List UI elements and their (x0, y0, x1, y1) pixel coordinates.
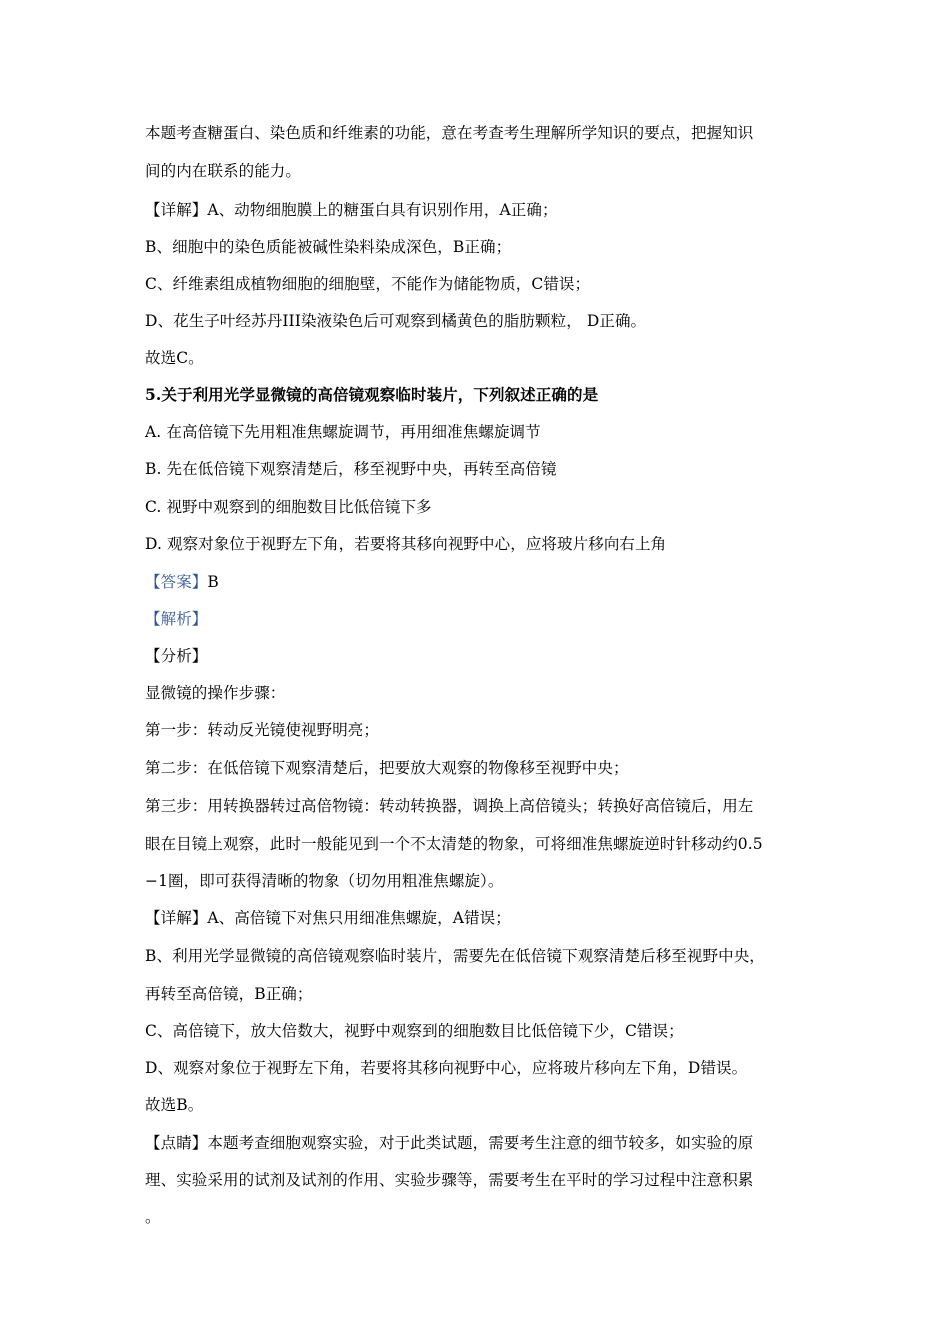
text-line: 第三步：用转换器转过高倍物镜：转动转换器，调换上高倍镜头；转换好高倍镜后，用左 (145, 797, 754, 815)
text-line: 第二步：在低倍镜下观察清楚后，把要放大观察的物像移至视野中央； (145, 759, 629, 777)
text-line: C、高倍镜下，放大倍数大，视野中观察到的细胞数目比低倍镜下少，C错误； (145, 1022, 684, 1040)
text-line: 【分析】 (145, 647, 208, 665)
text-line: 故选B。 (145, 1096, 204, 1114)
text-line: 故选C。 (145, 349, 204, 367)
text-line: −1圈，即可获得清晰的物象（切勿用粗准焦螺旋）。 (145, 872, 504, 890)
text-line: B、利用光学显微镜的高倍镜观察临时装片，需要先在低倍镜下观察清楚后移至视野中央， (145, 947, 765, 965)
option-a: A. 在高倍镜下先用粗准焦螺旋调节，再用细准焦螺旋调节 (145, 423, 541, 441)
text-line: 【详解】A、动物细胞膜上的糖蛋白具有识别作用，A正确； (145, 201, 558, 219)
question-title: 5.关于利用光学显微镜的高倍镜观察临时装片，下列叙述正确的是 (145, 385, 599, 404)
text-line: 第一步：转动反光镜使视野明亮； (145, 721, 380, 739)
option-b: B. 先在低倍镜下观察清楚后，移至视野中央，再转至高倍镜 (145, 460, 557, 478)
option-c: C. 视野中观察到的细胞数目比低倍镜下多 (145, 498, 432, 516)
text-line: D、花生子叶经苏丹III染液染色后可观察到橘黄色的脂肪颗粒， D正确。 (145, 312, 647, 330)
text-line: 本题考查糖蛋白、染色质和纤维素的功能，意在考查考生理解所学知识的要点，把握知识 (145, 124, 754, 142)
text-line: C、纤维素组成植物细胞的细胞壁，不能作为储能物质，C错误； (145, 275, 591, 293)
text-line: B、细胞中的染色质能被碱性染料染成深色，B正确； (145, 238, 512, 256)
text-line: 间的内在联系的能力。 (145, 162, 302, 180)
text-line: 显微镜的操作步骤： (145, 684, 286, 702)
text-line: 再转至高倍镜，B正确； (145, 985, 313, 1003)
option-d: D. 观察对象位于视野左下角，若要将其移向视野中心，应将玻片移向右上角 (145, 535, 667, 553)
text-line: 。 (145, 1208, 161, 1226)
text-line: 【详解】A、高倍镜下对焦只用细准焦螺旋，A错误； (145, 909, 511, 927)
text-line: 【点睛】本题考查细胞观察实验，对于此类试题，需要考生注意的细节较多，如实验的原 (145, 1134, 754, 1152)
analysis-tag: 【解析】 (145, 610, 208, 628)
answer-value: B (207, 573, 219, 591)
answer-line (145, 572, 815, 592)
text-line: 理、实验采用的试剂及试剂的作用、实验步骤等，需要考生在平时的学习过程中注意积累 (145, 1171, 754, 1189)
text-line: D、观察对象位于视野左下角，若要将其移向视野中心，应将玻片移向左下角，D错误。 (145, 1059, 748, 1077)
text-line: 眼在目镜上观察，此时一般能见到一个不太清楚的物象，可将细准焦螺旋逆时针移动约0.5 (145, 835, 763, 853)
answer-tag: 【答案】 (145, 573, 208, 591)
